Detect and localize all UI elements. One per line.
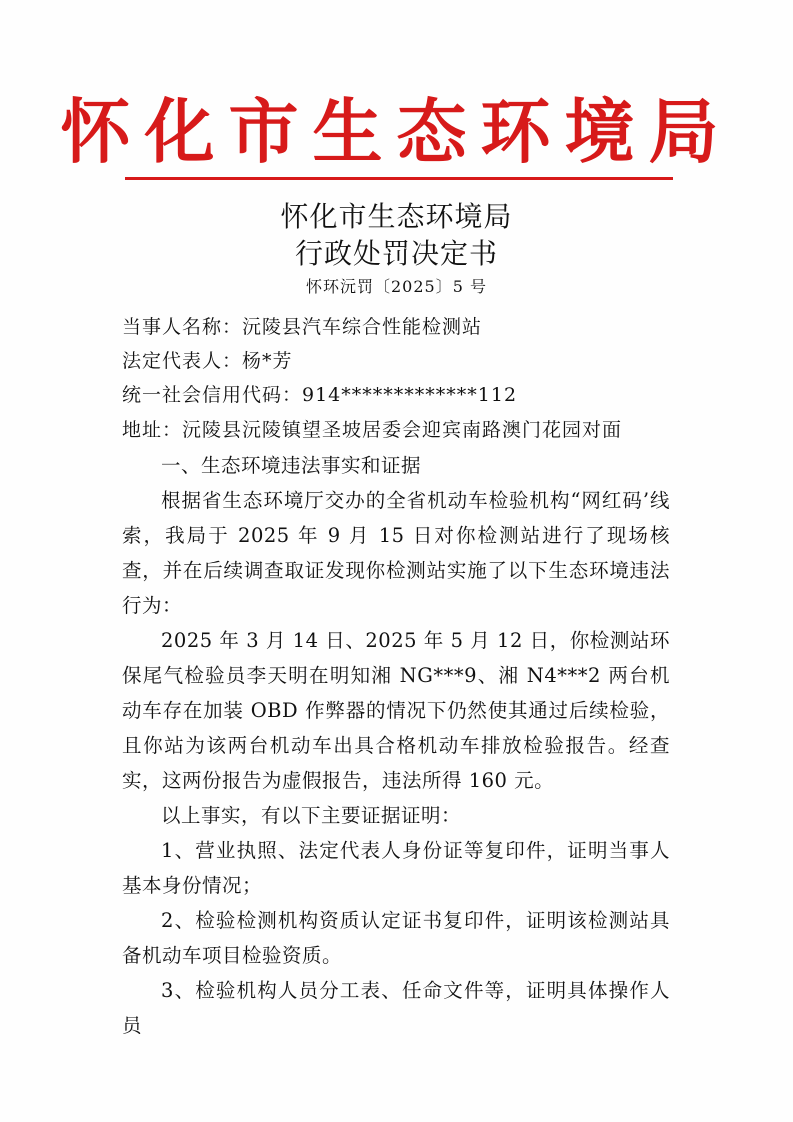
agency-red-banner: 怀化市生态环境局 bbox=[60, 90, 733, 173]
party-address: 地址：沅陵县沅陵镇望圣坡居委会迎宾南路澳门花园对面 bbox=[122, 419, 623, 441]
party-name: 当事人名称：沅陵县汽车综合性能检测站 bbox=[122, 316, 483, 338]
credit-code: 统一社会信用代码：914*************112 bbox=[122, 384, 518, 406]
document-title-type: 行政处罚决定书 bbox=[294, 237, 498, 270]
red-divider-line bbox=[125, 177, 673, 180]
evidence-item-3: 3、检验机构人员分工表、任命文件等，证明具体操作人员 bbox=[122, 979, 670, 1037]
section-heading: 一、生态环境违法事实和证据 bbox=[161, 454, 422, 477]
evidence-item-2: 2、检验检测机构资质认定证书复印件，证明该检测站具备机动车项目检验资质。 bbox=[122, 909, 670, 967]
paragraph-violation: 2025 年 3 月 14 日、2025 年 5 月 12 日，你检测站环保尾气检验员李天明在明知湘 NG***9、湘 N4***2 两台机动车存在加装 OBD 作弊器的情况下仍然使其通过后续检验，且你站为该两台机动车出具合格机动车排放检验报告。经查实，这两份报告为虚假报告，违法所得 160 元。 bbox=[122, 629, 670, 792]
document-number: 怀环沅罚〔2025〕5 号 bbox=[306, 277, 487, 296]
legal-representative: 法定代表人：杨*芳 bbox=[122, 350, 293, 372]
paragraph-clue: 根据省生态环境厅交办的全省机动车检验机构“网红码’线索，我局于 2025 年 9 月 15 日对你检测站进行了现场核查，并在后续调查取证发现你检测站实施了以下生态环境违法行为： bbox=[122, 489, 670, 617]
document-body bbox=[122, 448, 670, 1043]
document-title-agency: 怀化市生态环境局 bbox=[280, 200, 513, 233]
evidence-item-1: 1、营业执照、法定代表人身份证等复印件，证明当事人基本身份情况； bbox=[122, 839, 670, 897]
paragraph-evidence-intro: 以上事实，有以下主要证据证明： bbox=[161, 804, 462, 827]
